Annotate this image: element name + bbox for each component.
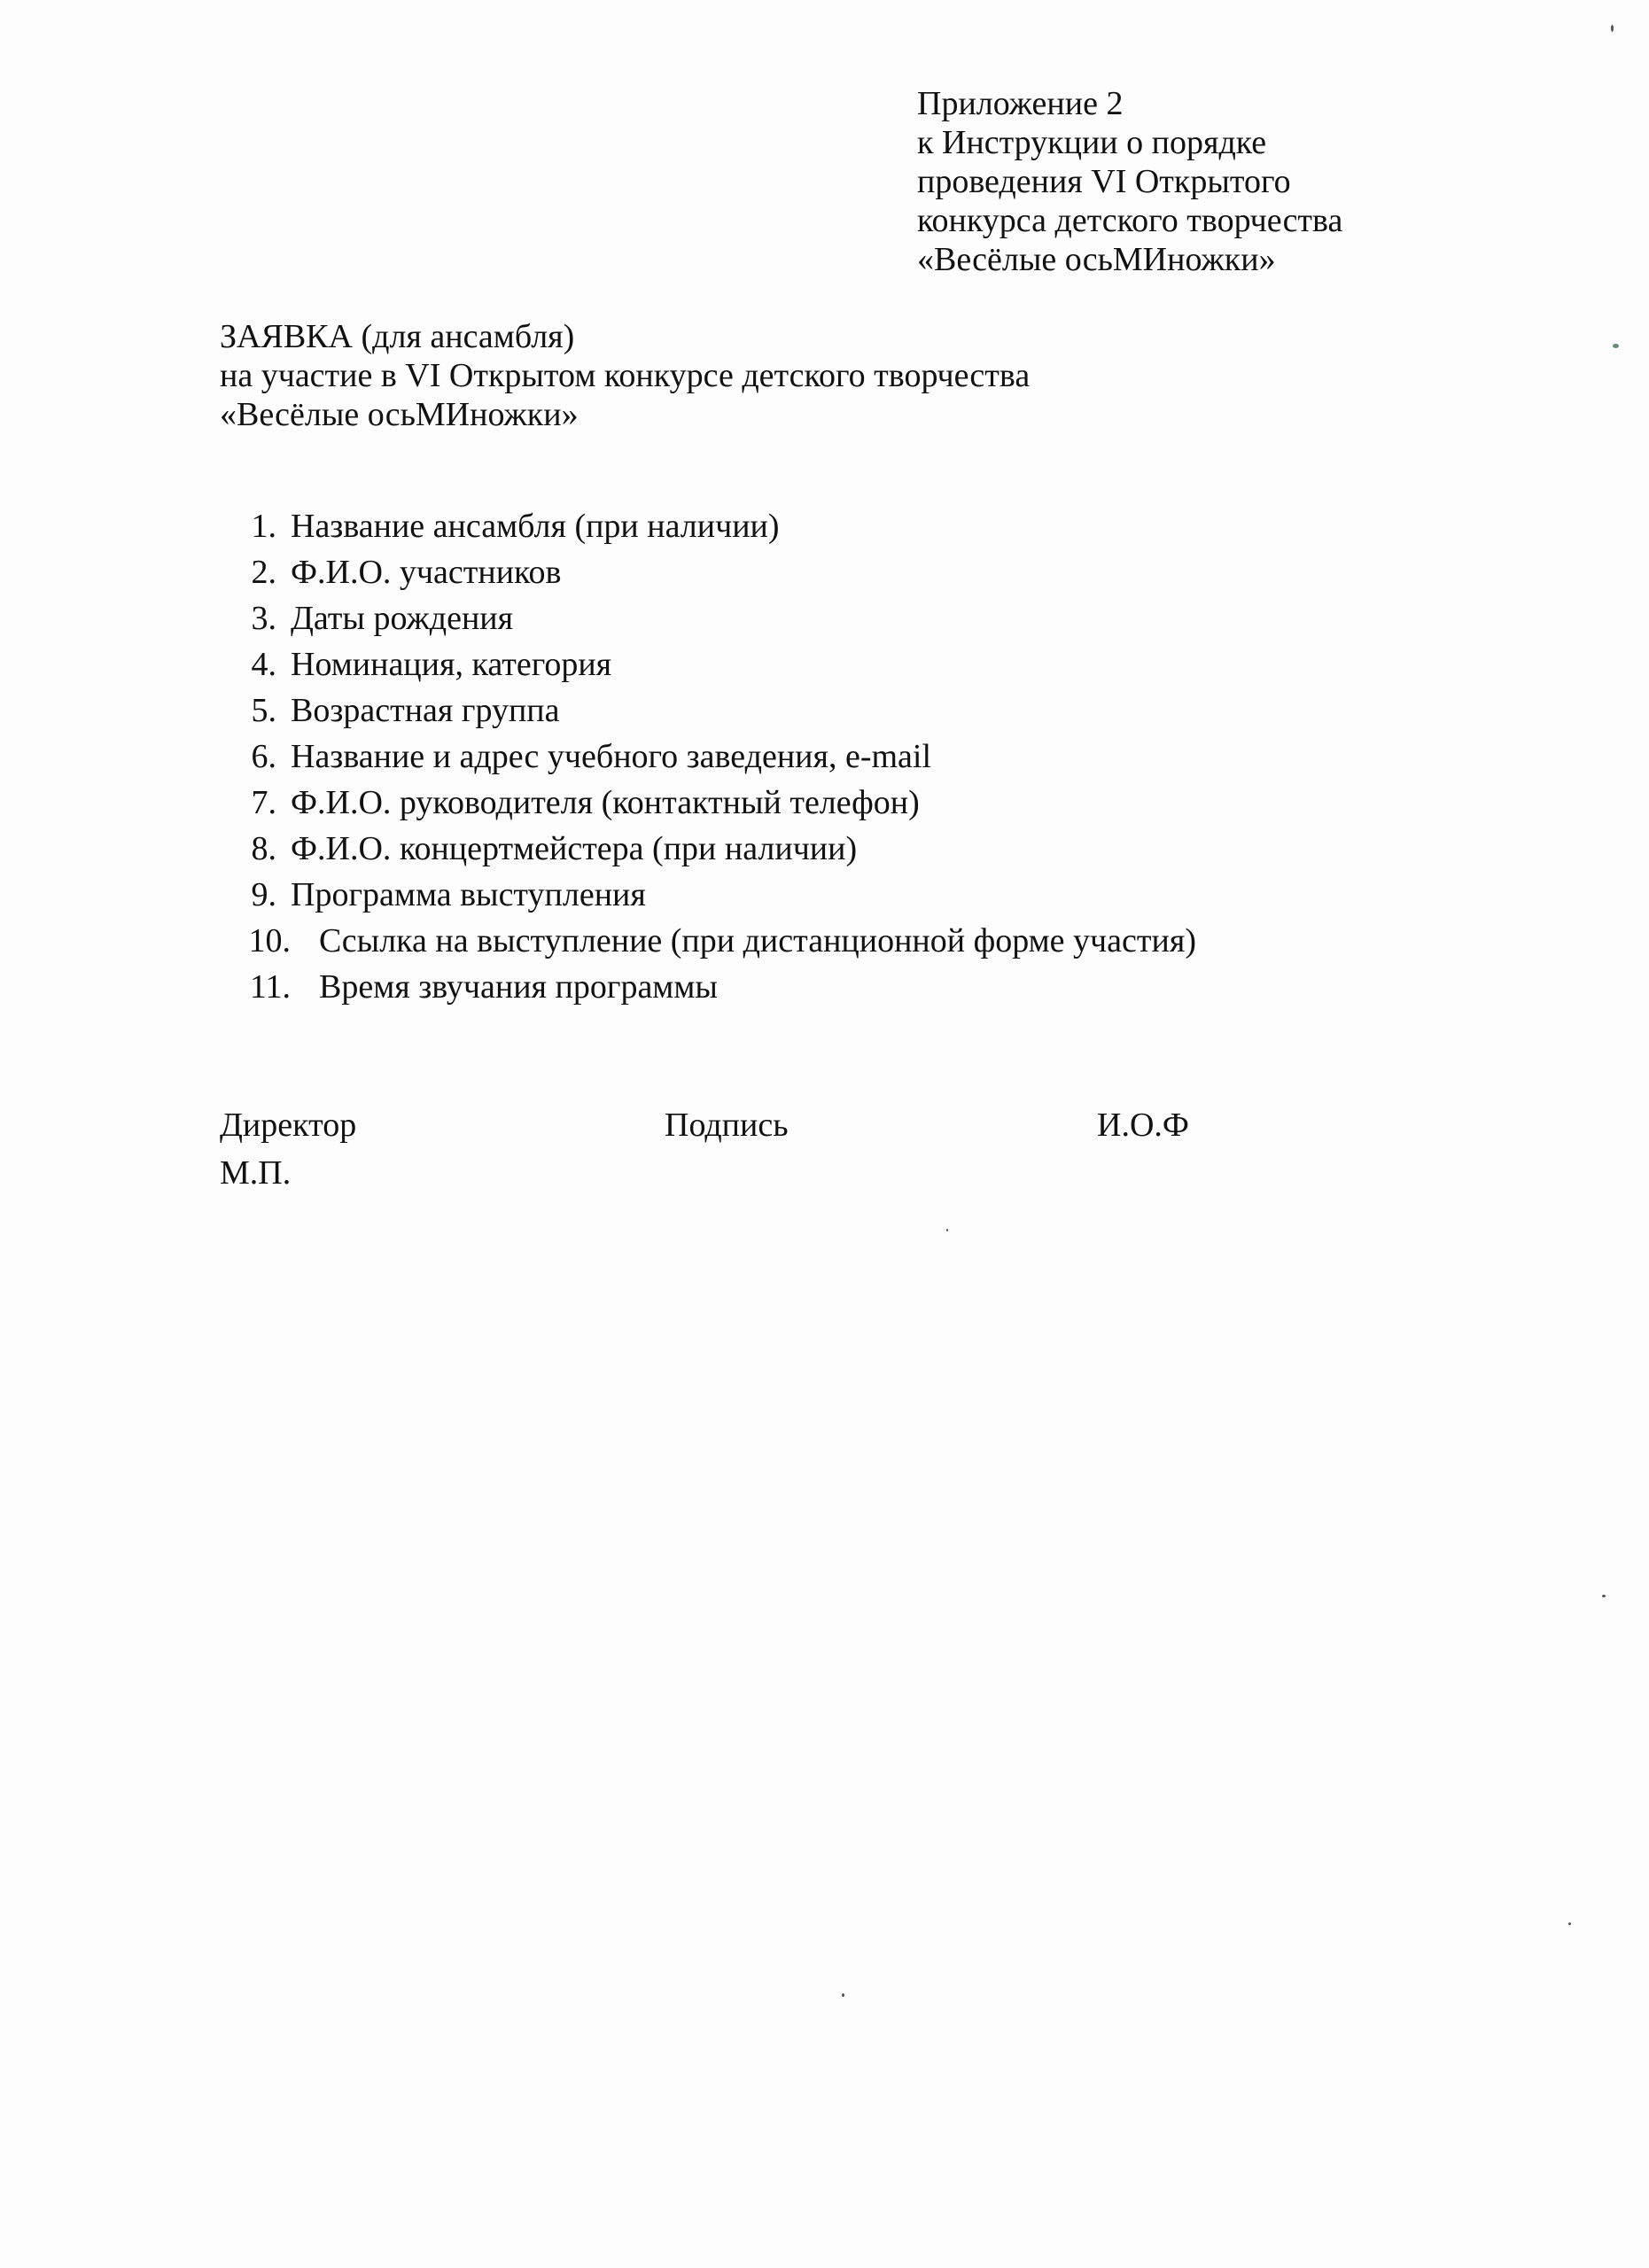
application-subtitle-line2: «Весёлые осьМИножки»: [220, 396, 579, 433]
application-heading: [220, 317, 1030, 434]
item-label: Ф.И.О. участников: [291, 554, 562, 591]
item-label: Ф.И.О. концертмейстера (при наличии): [291, 830, 858, 867]
application-title: ЗАЯВКА (для ансамбля): [220, 318, 575, 355]
item-number: 2.: [251, 554, 276, 591]
list-item: [237, 918, 1196, 964]
signature-row: [220, 1106, 1283, 1145]
application-items-list: [237, 503, 1196, 1010]
scan-speck: [842, 1993, 844, 1997]
item-label: Программа выступления: [291, 876, 646, 913]
list-item: [237, 734, 1196, 780]
list-item: [237, 872, 1196, 918]
list-item: [237, 503, 1196, 549]
item-label: Даты рождения: [291, 600, 514, 637]
appendix-line: к Инструкции о порядке: [917, 124, 1267, 161]
application-subtitle-line1: на участие в VI Открытом конкурсе детского творчества: [220, 357, 1031, 394]
signature-label: Подпись: [665, 1107, 789, 1144]
scan-speck: [1602, 1595, 1606, 1597]
appendix-line: «Весёлые осьМИножки»: [917, 241, 1276, 278]
item-number: 10.: [248, 922, 291, 959]
list-item: [237, 780, 1196, 826]
item-label: Возрастная группа: [291, 692, 560, 729]
scan-speck: [1613, 344, 1619, 348]
stamp-label: М.П.: [220, 1154, 292, 1192]
list-item: [237, 641, 1196, 687]
appendix-line: конкурса детского творчества: [917, 202, 1343, 239]
item-number: 9.: [251, 876, 276, 913]
item-label: Ф.И.О. руководителя (контактный телефон): [291, 784, 920, 821]
list-item: [237, 964, 1196, 1010]
list-item: [237, 687, 1196, 734]
item-label: Название и адрес учебного заведения, e-mail: [291, 738, 932, 775]
item-number: 4.: [251, 646, 276, 683]
item-label: Номинация, категория: [291, 646, 612, 683]
appendix-line: Приложение 2: [917, 85, 1124, 122]
scan-speck: [1611, 25, 1614, 32]
director-label: Директор: [220, 1107, 357, 1144]
item-label: Время звучания программы: [319, 968, 718, 1006]
list-item: [237, 595, 1196, 641]
scan-speck: [946, 1229, 948, 1231]
scan-speck: [1568, 1922, 1571, 1925]
item-number: 11.: [249, 968, 291, 1006]
item-number: 1.: [251, 508, 276, 545]
initials-label: И.О.Ф: [1097, 1107, 1189, 1144]
item-number: 5.: [251, 692, 276, 729]
list-item: [237, 826, 1196, 872]
appendix-note: [917, 84, 1342, 279]
item-number: 3.: [251, 600, 276, 637]
item-label: Название ансамбля (при наличии): [291, 508, 780, 545]
item-number: 8.: [251, 830, 276, 867]
item-label: Ссылка на выступление (при дистанционной форме участия): [319, 922, 1196, 959]
appendix-line: проведения VI Открытого: [917, 163, 1291, 200]
list-item: [237, 549, 1196, 595]
item-number: 6.: [251, 738, 276, 775]
item-number: 7.: [251, 784, 276, 821]
